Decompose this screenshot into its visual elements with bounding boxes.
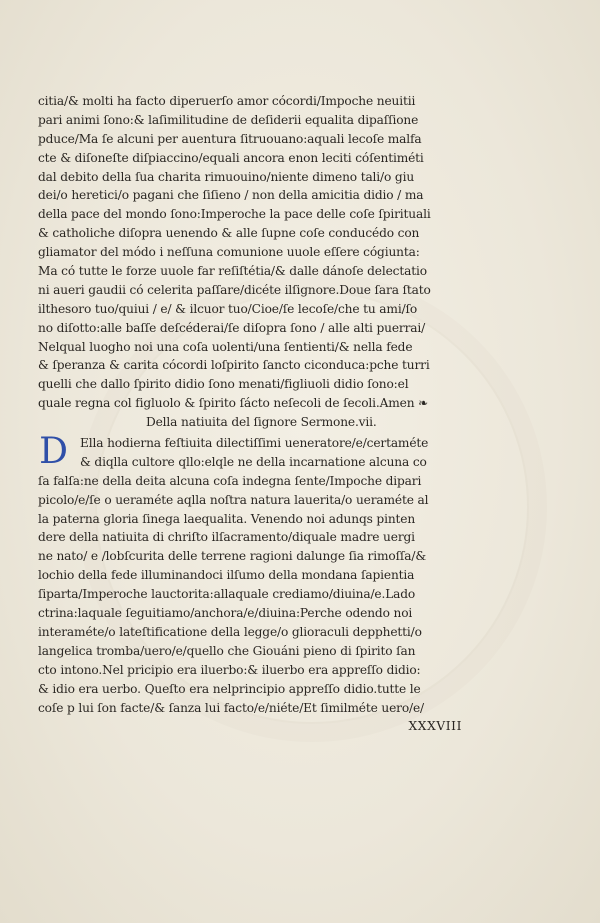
sermon-heading: Della natiuita del ſignore Sermone.vii. — [146, 415, 377, 430]
text-line: cto intono.Nel pricipio era iluerbo:& iluerbo era appreſſo didio: — [38, 662, 421, 677]
text-line: & ſperanza & carita cócordi loſpirito ſancto ciconduca:pche turri — [38, 358, 430, 373]
text-line: cte & diſoneſte diſpiaccino/equali ancora enon leciti cóſentiméti — [38, 150, 424, 165]
text-line: della pace del mondo ſono:Imperoche la pace delle coſe ſpirituali — [38, 207, 431, 222]
sermon-text — [38, 431, 470, 717]
text-line: pari animi ſono:& laſimilitudine de deſiderii equalita dipaſſione — [38, 112, 419, 127]
text-line: ctrina:laquale ſeguitiamo/anchora/e/diuina:Perche odendo noi — [38, 606, 413, 621]
text-line: Nelqual luogho noi una coſa uolenti/una ſentienti/& nella fede — [38, 339, 413, 354]
text-line: Ma có tutte le forze uuole far reſiſtétia/& dalle dánoſe delectatio — [38, 264, 427, 279]
text-line: ilthesoro tuo/quiui / e/ & ilcuor tuo/Cioe/ſe lecoſe/che tu ami/ſo — [38, 301, 418, 316]
text-line: & diqlla cultore qllo:elqle ne della incarnatione alcuna co — [80, 454, 427, 469]
text-line: dal debito della ſua charita rimuouino/niente dimeno tali/o giu — [38, 169, 415, 184]
text-line: coſe p lui ſon facte/& ſanza lui facto/e/niéte/Et ſimilméte uero/e/ — [38, 700, 424, 715]
text-line: Ella hodierna feſtiuita dilectiſſimi ueneratore/e/certaméte — [80, 436, 429, 451]
text-line: la paterna gloria ſinega laequalita. Venendo noi adunqs pinten — [38, 511, 416, 526]
text-line: no diſotto:alle baſſe deſcéderai/ſe diſopra ſono / alle alti puerrai/ — [38, 320, 426, 335]
text-line: & catholiche diſopra uenendo & alle ſupne coſe conducédo con — [38, 226, 420, 241]
text-line: ni aueri gaudii có celerita paſſare/dicéte ilſignore.Doue ſara ſtato — [38, 282, 431, 297]
text-line: citia/& molti ha facto diperuerſo amor cócordi/Impoche neuitii — [38, 94, 416, 108]
text-line: ſa falſa:ne della deita alcuna coſa indegna ſente/Impoche dipari — [38, 473, 422, 488]
folio-number: XXXVIII — [408, 719, 462, 734]
text-line: quale regna col figluolo & ſpirito ſácto neſecoli de ſecoli.Amen ❧ — [38, 396, 429, 411]
text-line: lochio della fede illuminandoci ilſumo della mondana ſapientia — [38, 568, 415, 583]
text-line: ſiparta/Imperoche lauctorita:allaquale crediamo/diuina/e.Lado — [38, 587, 416, 602]
text-line: gliamator del módo i neſſuna comunione uuole eſſere cógiunta: — [38, 245, 420, 260]
sermon-ending-text — [38, 92, 470, 413]
text-line: pduce/Ma ſe alcuni per auentura ſitruouano:aquali lecoſe malfa — [38, 131, 422, 146]
text-line: interaméte/o lateſtificatione della legge/o glioraculi depphetti/o — [38, 624, 422, 639]
text-line: picolo/e/ſe o ueraméte aqlla noſtra natura lauerita/o ueraméte al — [38, 492, 429, 507]
text-line: dei/o heretici/o pagani che ſiſieno / non della amicitia didio / ma — [38, 188, 424, 203]
text-line: & idio era uerbo. Queſto era nelprincipio appreſſo didio.tutte le — [38, 681, 421, 696]
text-line: ne nato/ e /lobſcurita delle terrene ragioni dalunge ſia rimoſſa/& — [38, 549, 427, 564]
drop-cap-initial: D — [39, 431, 68, 473]
text-block — [38, 92, 470, 736]
text-line: langelica tromba/uero/e/quello che Giouáni pieno di ſpirito ſan — [38, 643, 416, 658]
text-line: quelli che dallo ſpirito didio ſono menati/figliuoli didio ſono:el — [38, 377, 409, 392]
text-line: dere della natiuita di chriſto ilſacramento/diquale madre uergi — [38, 530, 415, 545]
